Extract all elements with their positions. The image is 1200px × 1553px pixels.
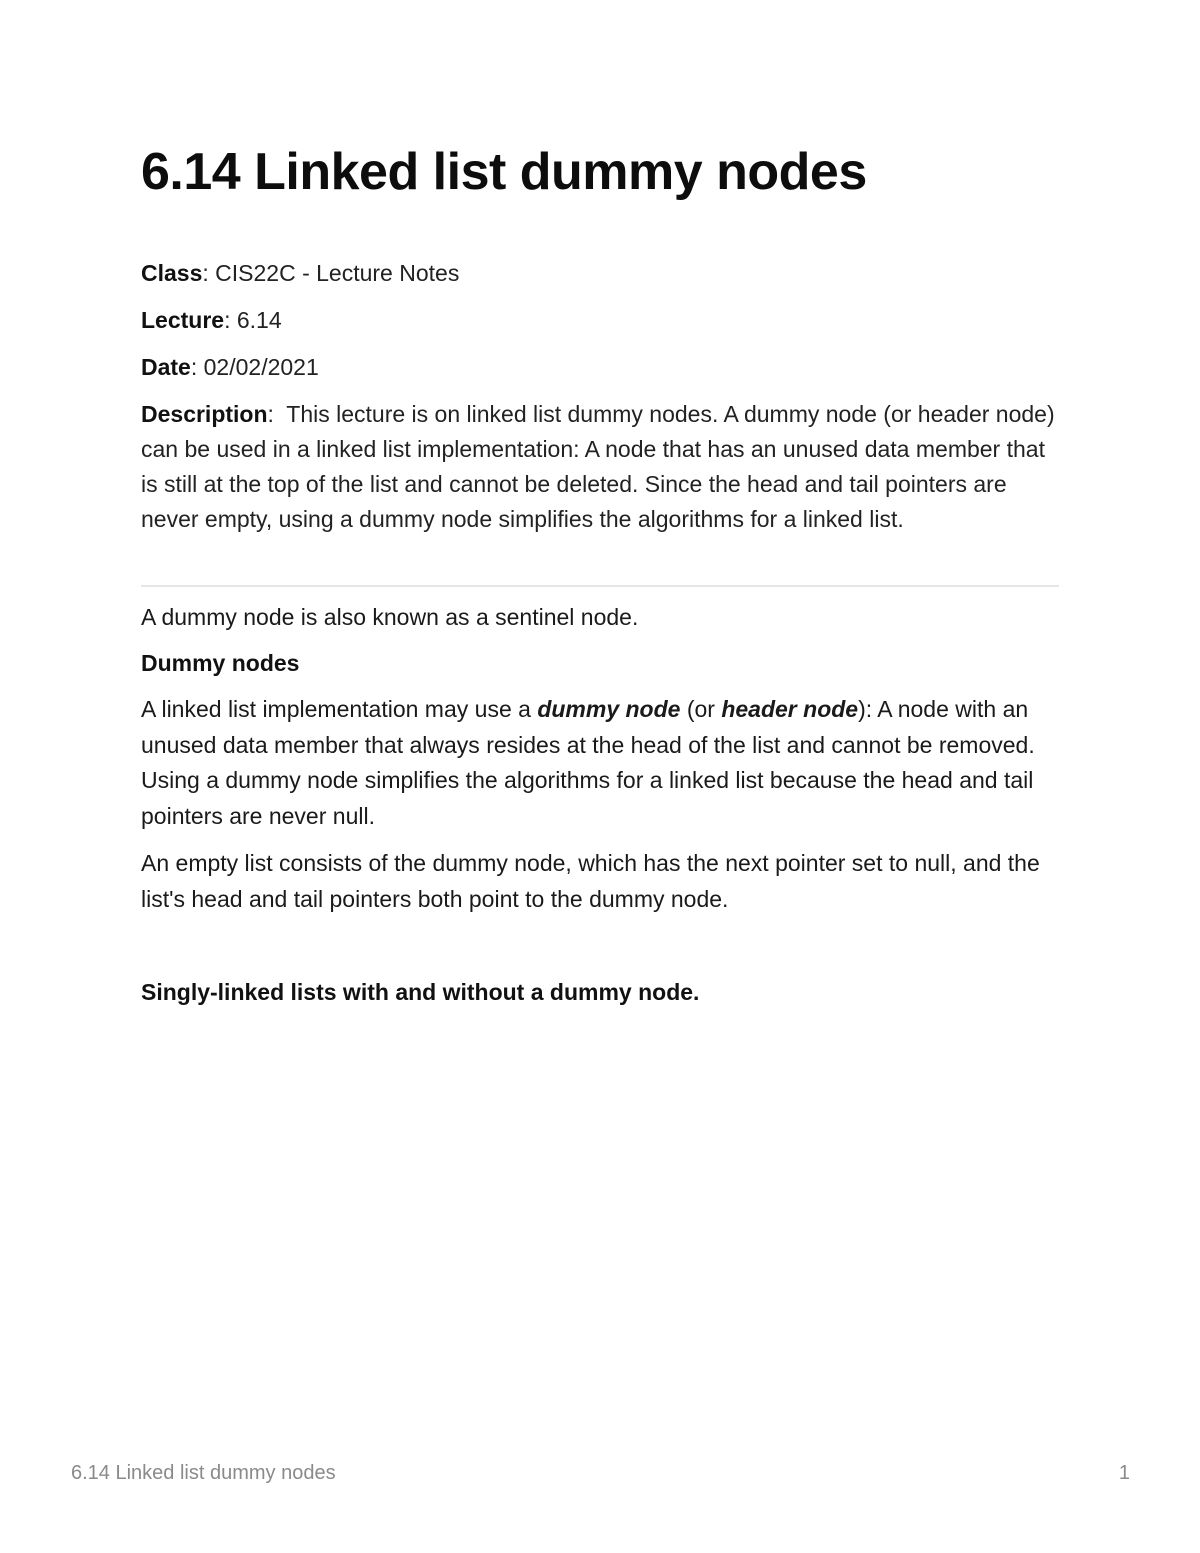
class-property: Class: CIS22C - Lecture Notes	[141, 260, 460, 286]
description-property: Description: This lecture is on linked list dummy nodes. A dummy node (or header node) can be used in a linked list implementation: A node that has an unused data member that is still at the top of the list and cannot be deleted. Since the head and tail pointers are never empty, using a dummy node simplifies the algorithms for a linked list.	[141, 401, 1055, 532]
page-title: 6.14 Linked list dummy nodes	[141, 143, 867, 201]
dummy-node-term: dummy node	[537, 696, 681, 722]
impl-text-1: A linked list implementation may use a	[141, 696, 538, 722]
lecture-key: Lecture	[141, 307, 225, 333]
implementation-paragraph	[141, 692, 1059, 834]
footer-page-number: 1	[1118, 1462, 1130, 1484]
lecture-property: Lecture: 6.14	[141, 307, 282, 333]
lecture-value: 6.14	[236, 307, 282, 333]
footer-title: 6.14 Linked list dummy nodes	[71, 1462, 336, 1484]
singly-linked-heading: Singly-linked lists with and without a dummy node.	[141, 979, 700, 1005]
date-value: 02/02/2021	[203, 354, 319, 380]
class-value: CIS22C - Lecture Notes	[215, 260, 460, 286]
impl-text-2: (or	[680, 696, 722, 722]
description-value: This lecture is on linked list dummy nodes. A dummy node (or header node) can be used in a linked list implementation: A node that has an unused data member that is still at the top of the list and cannot be deleted. Since the head and tail pointers are never empty, using a dummy node simplifies the algorithms for a linked list.	[141, 401, 1055, 532]
description-key: Description	[141, 401, 268, 427]
date-key: Date	[141, 354, 191, 380]
class-key: Class	[141, 260, 203, 286]
impl-text-3: ): A node with an unused data member that always resides at the head of the list and cannot be removed. Using a dummy node simplifies the algorithms for a linked list because the head and tail pointers are never null.	[141, 696, 1035, 829]
dummy-nodes-heading: Dummy nodes	[141, 650, 300, 676]
header-node-term: header node	[721, 696, 859, 722]
empty-list-paragraph: An empty list consists of the dummy node, which has the next pointer set to null, and the list's head and tail pointers both point to the dummy node.	[141, 850, 1040, 912]
divider	[141, 585, 1059, 587]
sentinel-paragraph: A dummy node is also known as a sentinel node.	[141, 604, 639, 630]
date-property: Date: 02/02/2021	[141, 354, 319, 380]
